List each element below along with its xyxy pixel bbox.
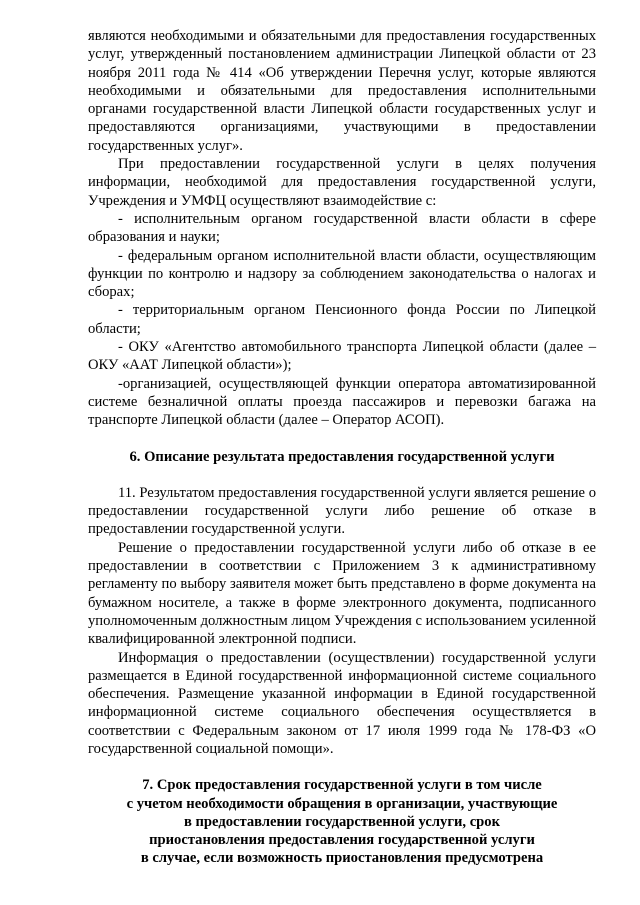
paragraph: Решение о предоставлении государственной услуги либо об отказе в ее предоставлении в соответствии с Приложением 3 к административному регламенту по выбору заявителя может быть представлено в форме документа на бумажном носителе, а также в форме электронного документа, подписанного уполномоченным должностным лицом Учреждения с использованием усиленной квалифицированной электронной подписи. bbox=[88, 539, 597, 648]
paragraph: При предоставлении государственной услуги в целях получения информации, необходимой для предоставления государственной услуги, Учреждения и УМФЦ осуществляют взаимодействие с: bbox=[88, 156, 596, 209]
list-item: - исполнительным органом государственной власти области в сфере образования и науки; bbox=[88, 210, 596, 246]
list-item: - федеральным органом исполнительной власти области, осуществляющим функции по контролю и надзору за соблюдением законодательства о налогах и сборах; bbox=[88, 247, 596, 301]
heading-line: в случае, если возможность приостановления предусмотрена bbox=[140, 850, 544, 867]
list-item: - ОКУ «Агентство автомобильного транспорта Липецкой области (далее – ОКУ «ААТ Липецкой области»); bbox=[88, 339, 596, 374]
section-heading bbox=[88, 776, 596, 867]
heading-line: 7. Срок предоставления государственной услуги в том числе bbox=[142, 777, 542, 794]
heading-line: в предоставлении государственной услуги, срок bbox=[183, 813, 500, 830]
paragraph: 11. Результатом предоставления государственной услуги является решение о предоставлении государственной услуги либо решение об отказе в предоставлении государственной услуги. bbox=[88, 484, 596, 538]
section-heading: 6. Описание результата предоставления государственной услуги bbox=[129, 448, 555, 465]
document-page bbox=[88, 27, 596, 868]
heading-line: приостановления предоставления государственной услуги bbox=[149, 832, 535, 849]
paragraph: Информация о предоставлении (осуществлении) государственной услуги размещается в Единой государственной информационной системе социального обеспечения. Размещение указанной информации в Единой государственной информационной системе социального обеспечения осуществляется в соответствии с Федеральным законом от 17 июля 1999 года № 178-ФЗ «О государственной социальной помощи». bbox=[88, 649, 596, 757]
list-item: -организацией, осуществляющей функции оператора автоматизированной системе безналичной оплаты проезда пассажиров и перевозки багажа на транспорте Липецкой области (далее – Оператор АСОП). bbox=[88, 375, 596, 429]
paragraph: являются необходимыми и обязательными для предоставления государственных услуг, утвержденный постановлением администрации Липецкой области от 23 ноября 2011 года № 414 «Об утверждении Перечня услуг, которые являются необходимыми и обязательными для предоставления исполнительными органами государственной власти Липецкой области государственных услуг и предоставляются организациями, участвующими в предоставлении государственных услуг». bbox=[88, 28, 596, 154]
list-item: - территориальным органом Пенсионного фонда России по Липецкой области; bbox=[88, 302, 596, 337]
heading-line: с учетом необходимости обращения в организации, участвующие bbox=[126, 795, 558, 812]
